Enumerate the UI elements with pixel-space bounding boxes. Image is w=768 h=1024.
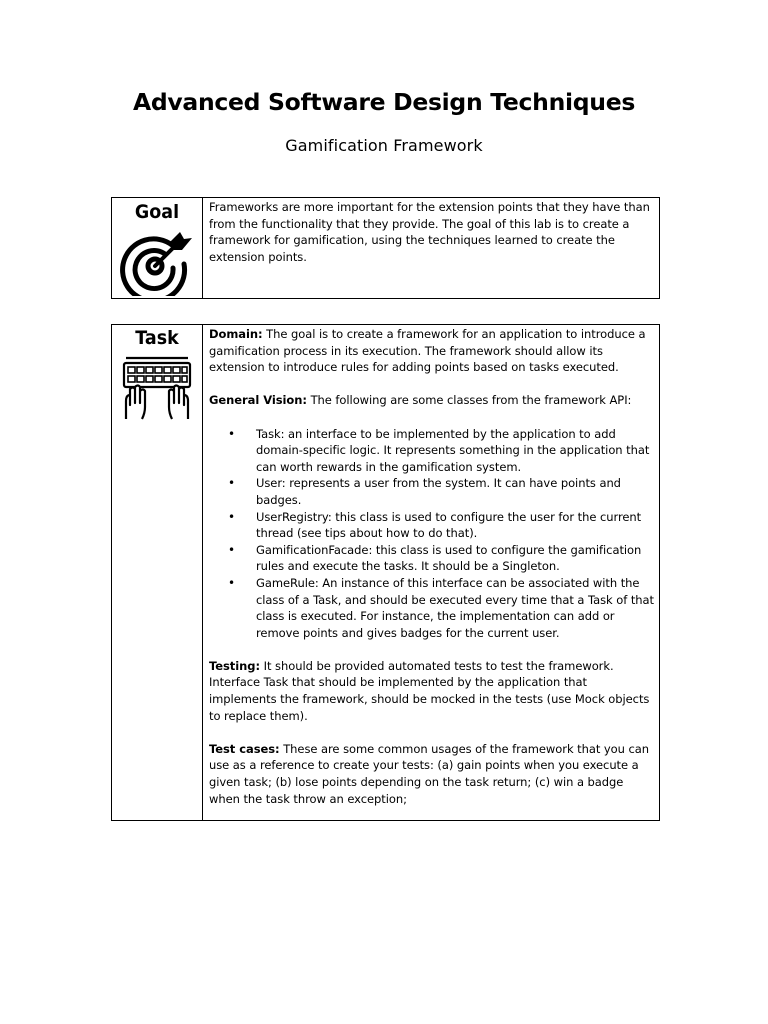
task-text-cell [203,325,659,820]
task-box [111,324,660,821]
document-subtitle: Gamification Framework [285,136,483,155]
testing-paragraph [209,658,654,724]
list-item: • Task: an interface to be implemented by the application to add domain-specific logic. It represents something in the application that can worth rewards in the gamification system. [228,426,654,476]
goal-icon-cell [112,198,203,298]
task-label: Task [135,327,179,349]
vision-heading: General Vision: [209,393,307,408]
testing-text: It should be provided automated tests to test the framework. Interface Task that should be implemented by the application that implements the framework, should be mocked in the tests (use Mock objects to replace them). [209,658,650,723]
list-item: • GameRule: An instance of this interface can be associated with the class of a Task, and should be executed every time that a Task of that class is executed. For instance, the implementation can add or remove points and gives badges for the current user. [228,575,654,641]
document-title: Advanced Software Design Techniques [132,88,636,116]
task-icon-cell [112,325,203,820]
target-arrow-icon [118,228,196,296]
domain-paragraph [209,326,654,376]
vision-text: The following are some classes from the framework API: [306,393,632,408]
list-item: • UserRegistry: this class is used to configure the user for the current thread (see tips about how to do that). [228,509,654,542]
test-cases-text: These are some common usages of the framework that you can use as a reference to create your tests: (a) gain points when you execute a given task; (b) lose points depending on the task return; (c) win a badge when the task throw an exception; [209,741,650,806]
goal-text-cell [203,198,659,298]
domain-heading: Domain: [209,327,263,341]
domain-text: The goal is to create a framework for an application to introduce a gamification process in its execution. The framework should allow its extension to introduce rules for adding points based on tasks executed. [209,327,646,375]
test-cases-paragraph [209,741,654,807]
goal-text: Frameworks are more important for the extension points that they have than from the functionality that they provide. The goal of this lab is to create a framework for gamification, using the techniques learned to create the extension points. [209,200,650,264]
hands-keyboard-icon [122,355,194,421]
test-cases-heading: Test cases: [209,741,280,756]
list-item: • User: represents a user from the system. It can have points and badges. [228,475,654,508]
goal-box [111,197,660,299]
testing-heading: Testing: [209,658,261,673]
goal-label: Goal [134,201,180,223]
api-class-list [209,426,654,642]
list-item: • GamificationFacade: this class is used to configure the gamification rules and execute the tasks. It should be a Singleton. [228,542,654,575]
vision-paragraph [209,392,654,409]
